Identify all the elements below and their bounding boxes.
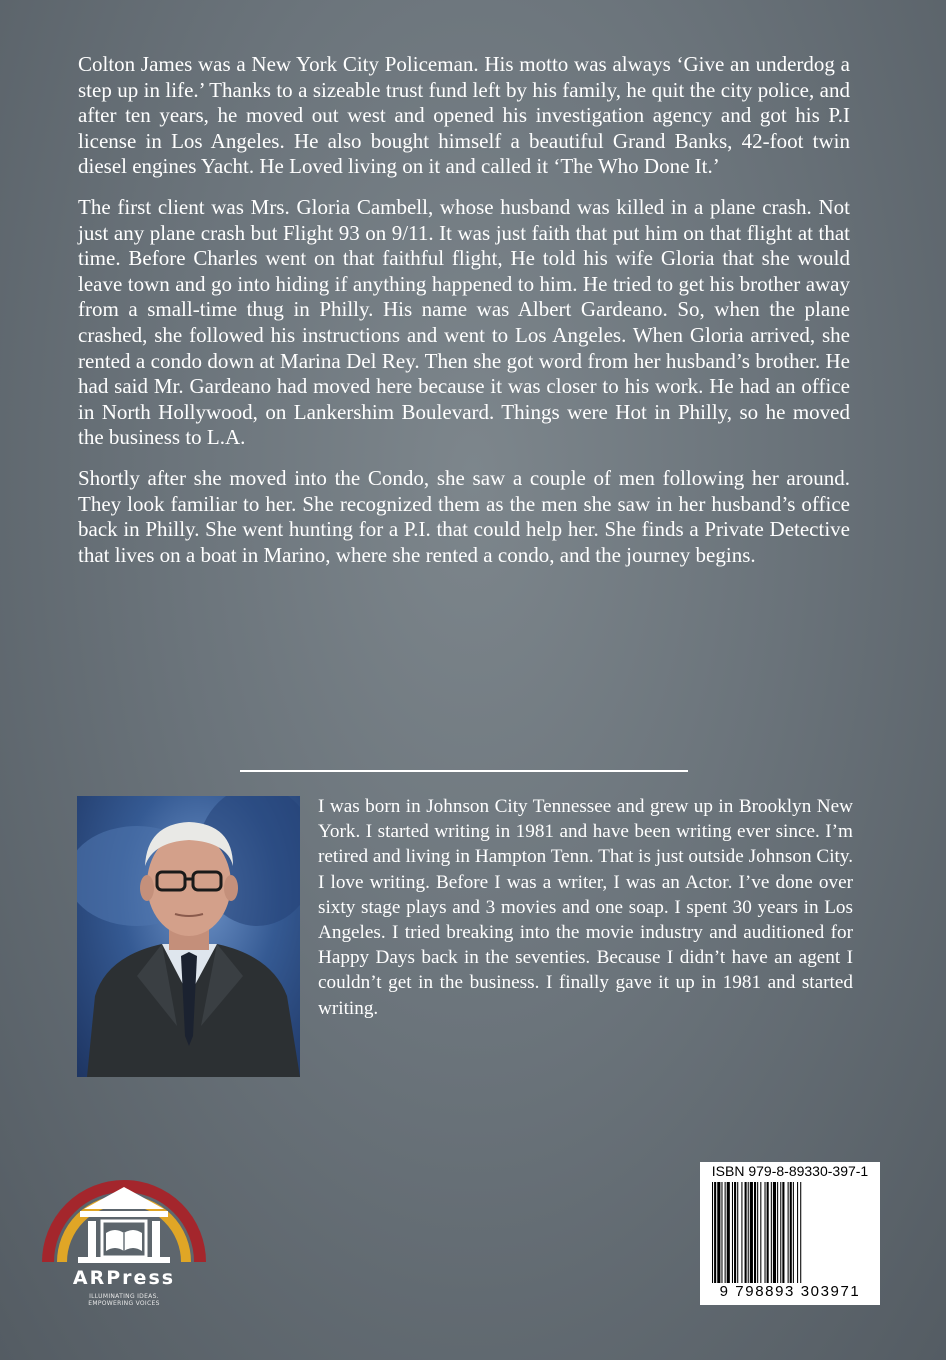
- barcode-digits: 9 798893 303971: [700, 1283, 880, 1300]
- isbn-label: ISBN 979-8-89330-397-1: [711, 1163, 869, 1179]
- barcode-bars: [710, 1182, 870, 1286]
- publisher-tagline-line-2: EMPOWERING VOICES: [88, 1300, 160, 1307]
- isbn-barcode: [700, 1162, 880, 1305]
- back-cover-blurb: [78, 52, 850, 583]
- blurb-paragraph-3: Shortly after she moved into the Condo, she saw a couple of men following her around. They look familiar to her. She recognized them as the men she saw in her husband’s office back in Philly. She went hunting for a P.I. that could help her. She finds a Private Detective that lives on a boat in Marino, where she rented a condo, and the journey begins.: [78, 465, 850, 567]
- author-bio: I was born in Johnson City Tennessee and grew up in Brooklyn New York. I started writing in 1981 and have been writing ever since. I’m retired and living in Hampton Tenn. That is just outside Johnson City. I love writing. Before I was a writer, I was an Actor. I’ve done over sixty stage plays and 3 movies and one soap. I spent 30 years in Los Angeles. I tried breaking into the movie industry and auditioned for Happy Days back in the seventies. Because I didn’t have an agent I couldn’t get in the business. I finally gave it up in 1981 and started writing.: [318, 796, 853, 1019]
- blurb-paragraph-1: Colton James was a New York City Policeman. His motto was always ‘Give an underdog a step up in life.’ Thanks to a sizeable trust fund left by his family, he quit the city police, and after ten years, he moved out west and opened his investigation agency and got his P.I license in Los Angeles. He also bought himself a beautiful Grand Banks, 42-foot twin diesel engines Yacht. He Loved living on it and called it ‘The Who Done It.’: [78, 52, 850, 179]
- author-photo: [77, 796, 300, 1077]
- publisher-name: ARPress: [72, 1267, 176, 1289]
- publisher-tagline: [40, 1293, 208, 1307]
- publisher-tagline-line-1: ILLUMINATING IDEAS.: [89, 1293, 159, 1300]
- blurb-paragraph-2: The first client was Mrs. Gloria Cambell, whose husband was killed in a plane crash. Not just any plane crash but Flight 93 on 9/11. It was just faith that put him on that flight at that time. Before Charles went on that faithful flight, He told his wife Gloria that she would leave town and go into hiding if anything happened to him. He tried to get his brother away from a small-time thug in Philly. His name was Albert Gardeano. So, when the plane crashed, she followed his instructions and went to Los Angeles. When Gloria arrived, she rented a condo down at Marina Del Rey. Then she got word from her husband’s brother. He had said Mr. Gardeano had moved here because it was closer to his work. He had an office in North Hollywood, on Lankershim Boulevard. Things were Hot in Philly, so he moved the business to L.A.: [78, 194, 850, 450]
- section-divider: [240, 770, 688, 772]
